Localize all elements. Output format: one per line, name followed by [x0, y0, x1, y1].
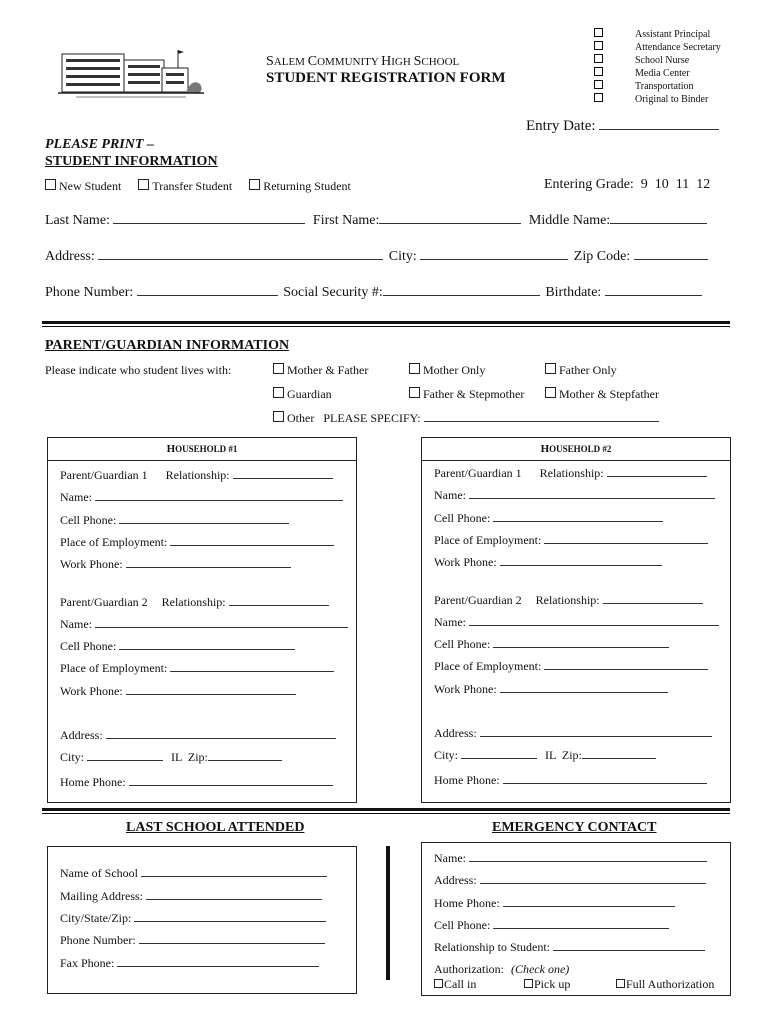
checkbox-icon	[273, 387, 284, 398]
authorization-pick-up[interactable]: Pick up	[524, 977, 570, 992]
h2-name-1-field[interactable]: Name:	[434, 488, 715, 503]
h1-home-phone-field[interactable]: Home Phone:	[60, 775, 333, 790]
checkbox-icon	[594, 67, 603, 76]
routing-item[interactable]: Assistant Principal	[594, 28, 721, 41]
section-divider	[42, 808, 730, 814]
checkbox-icon	[273, 411, 284, 422]
h2-cell-1-field[interactable]: Cell Phone:	[434, 511, 663, 526]
checkbox-icon	[545, 387, 556, 398]
last-school-mailing-field[interactable]: Mailing Address:	[60, 889, 322, 904]
checkbox-icon	[594, 93, 603, 102]
emergency-name-field[interactable]: Name:	[434, 851, 707, 866]
last-school-csz-field[interactable]: City/State/Zip:	[60, 911, 326, 926]
h1-employment-2-field[interactable]: Place of Employment:	[60, 661, 334, 676]
h1-relationship-1-field[interactable]: Relationship:	[166, 468, 333, 482]
routing-list	[594, 28, 721, 106]
emergency-contact-panel	[421, 842, 731, 996]
household-1-panel	[47, 437, 357, 803]
h1-pg2-row: Parent/Guardian 2 Relationship:	[60, 595, 329, 610]
last-school-panel	[47, 846, 357, 994]
returning-student-checkbox[interactable]: Returning Student	[249, 179, 351, 193]
checkbox-icon	[273, 363, 284, 374]
emergency-address-field[interactable]: Address:	[434, 873, 706, 888]
last-name-field[interactable]: Last Name:	[45, 213, 305, 228]
h2-home-phone-field[interactable]: Home Phone:	[434, 773, 707, 788]
ssn-field[interactable]: Social Security #:	[283, 285, 540, 300]
checkbox-icon	[138, 179, 149, 190]
h1-employment-1-field[interactable]: Place of Employment:	[60, 535, 334, 550]
h2-relationship-2-field[interactable]: Relationship:	[536, 593, 703, 607]
lives-with-mother-only[interactable]: Mother Only	[409, 363, 485, 378]
authorization-full[interactable]: Full Authorization	[616, 977, 714, 992]
last-school-name-field[interactable]: Name of School	[60, 866, 327, 881]
authorization-label: Authorization: (Check one)	[434, 962, 570, 976]
address-field[interactable]: Address:	[45, 249, 383, 264]
please-print-heading: PLEASE PRINT –	[45, 137, 154, 152]
school-name: SALEM COMMUNITY HIGH SCHOOL	[266, 54, 460, 69]
h2-relationship-1-field[interactable]: Relationship:	[540, 466, 707, 480]
h2-pg1-row: Parent/Guardian 1 Relationship:	[434, 466, 707, 481]
middle-name-field[interactable]: Middle Name:	[529, 213, 707, 228]
entry-date-field[interactable]: Entry Date:	[526, 118, 719, 135]
checkbox-icon	[249, 179, 260, 190]
last-school-heading: LAST SCHOOL ATTENDED	[126, 820, 305, 835]
h1-name-2-field[interactable]: Name:	[60, 617, 348, 632]
vertical-divider-bar	[386, 846, 390, 980]
last-school-phone-field[interactable]: Phone Number:	[60, 933, 325, 948]
emergency-home-phone-field[interactable]: Home Phone:	[434, 896, 675, 911]
h1-address-field[interactable]: Address:	[60, 728, 336, 743]
checkbox-icon	[594, 28, 603, 37]
transfer-student-checkbox[interactable]: Transfer Student	[138, 179, 232, 193]
h2-employment-1-field[interactable]: Place of Employment:	[434, 533, 708, 548]
address-row	[45, 249, 708, 265]
last-school-fax-field[interactable]: Fax Phone:	[60, 956, 319, 971]
h1-zip-field[interactable]: IL Zip:	[171, 750, 282, 764]
h2-cell-2-field[interactable]: Cell Phone:	[434, 637, 669, 652]
checkbox-icon	[45, 179, 56, 190]
emergency-relationship-field[interactable]: Relationship to Student:	[434, 940, 705, 955]
checkbox-icon	[594, 54, 603, 63]
routing-item[interactable]: Transportation	[594, 80, 721, 93]
lives-with-prompt: Please indicate who student lives with:	[45, 363, 232, 377]
checkbox-icon	[434, 979, 443, 988]
parent-guardian-heading: PARENT/GUARDIAN INFORMATION	[45, 338, 290, 353]
lives-with-mother-father[interactable]: Mother & Father	[273, 363, 368, 378]
school-building-logo	[56, 46, 206, 100]
name-row	[45, 213, 707, 229]
h2-work-1-field[interactable]: Work Phone:	[434, 555, 662, 570]
zip-field[interactable]: Zip Code:	[574, 249, 708, 264]
h1-city-field[interactable]: City:	[60, 750, 163, 764]
city-field[interactable]: City:	[389, 249, 569, 264]
birthdate-field[interactable]: Birthdate:	[545, 285, 702, 300]
checkbox-icon	[594, 41, 603, 50]
authorization-call-in[interactable]: Call in	[434, 977, 476, 992]
routing-item[interactable]: School Nurse	[594, 54, 721, 67]
checkbox-icon	[545, 363, 556, 374]
h1-name-1-field[interactable]: Name:	[60, 490, 343, 505]
new-student-checkbox[interactable]: New Student	[45, 179, 121, 193]
phone-row	[45, 285, 702, 301]
h1-work-2-field[interactable]: Work Phone:	[60, 684, 296, 699]
checkbox-icon	[594, 80, 603, 89]
first-name-field[interactable]: First Name:	[313, 213, 522, 228]
entering-grade[interactable]: Entering Grade: 9 10 11 12	[544, 177, 711, 192]
h1-relationship-2-field[interactable]: Relationship:	[162, 595, 329, 609]
h1-city-zip-row	[60, 750, 282, 765]
household-2-panel	[421, 437, 731, 803]
lives-with-guardian[interactable]: Guardian	[273, 387, 332, 402]
emergency-cell-phone-field[interactable]: Cell Phone:	[434, 918, 669, 933]
h2-work-2-field[interactable]: Work Phone:	[434, 682, 668, 697]
h2-name-2-field[interactable]: Name:	[434, 615, 719, 630]
section-divider	[42, 321, 730, 327]
form-title: STUDENT REGISTRATION FORM	[266, 70, 506, 86]
lives-with-father-only[interactable]: Father Only	[545, 363, 617, 378]
student-type-options	[45, 179, 351, 194]
student-info-heading: STUDENT INFORMATION	[45, 154, 218, 169]
checkbox-icon	[524, 979, 533, 988]
h2-address-field[interactable]: Address:	[434, 726, 712, 741]
h2-pg2-row: Parent/Guardian 2 Relationship:	[434, 593, 703, 608]
h2-employment-2-field[interactable]: Place of Employment:	[434, 659, 708, 674]
household-2-title: HOUSEHOLD #2	[422, 438, 730, 461]
emergency-contact-heading: EMERGENCY CONTACT	[492, 820, 657, 835]
h1-cell-1-field[interactable]: Cell Phone:	[60, 513, 289, 528]
checkbox-icon	[409, 387, 420, 398]
h1-work-1-field[interactable]: Work Phone:	[60, 557, 291, 572]
routing-item[interactable]: Media Center	[594, 67, 721, 80]
checkbox-icon	[409, 363, 420, 374]
h2-city-zip-row	[434, 748, 656, 763]
lives-with-other[interactable]: Other PLEASE SPECIFY:	[273, 411, 659, 426]
lives-with-father-stepmother[interactable]: Father & Stepmother	[409, 387, 524, 402]
household-1-title: HOUSEHOLD #1	[48, 438, 356, 461]
h1-pg1-row: Parent/Guardian 1 Relationship:	[60, 468, 333, 483]
checkbox-icon	[616, 979, 625, 988]
h1-cell-2-field[interactable]: Cell Phone:	[60, 639, 295, 654]
routing-item[interactable]: Attendance Secretary	[594, 41, 721, 54]
h2-city-field[interactable]: City:	[434, 748, 537, 762]
h2-zip-field[interactable]: IL Zip:	[545, 748, 656, 762]
routing-item[interactable]: Original to Binder	[594, 93, 721, 106]
lives-with-mother-stepfather[interactable]: Mother & Stepfather	[545, 387, 659, 402]
phone-field[interactable]: Phone Number:	[45, 285, 278, 300]
